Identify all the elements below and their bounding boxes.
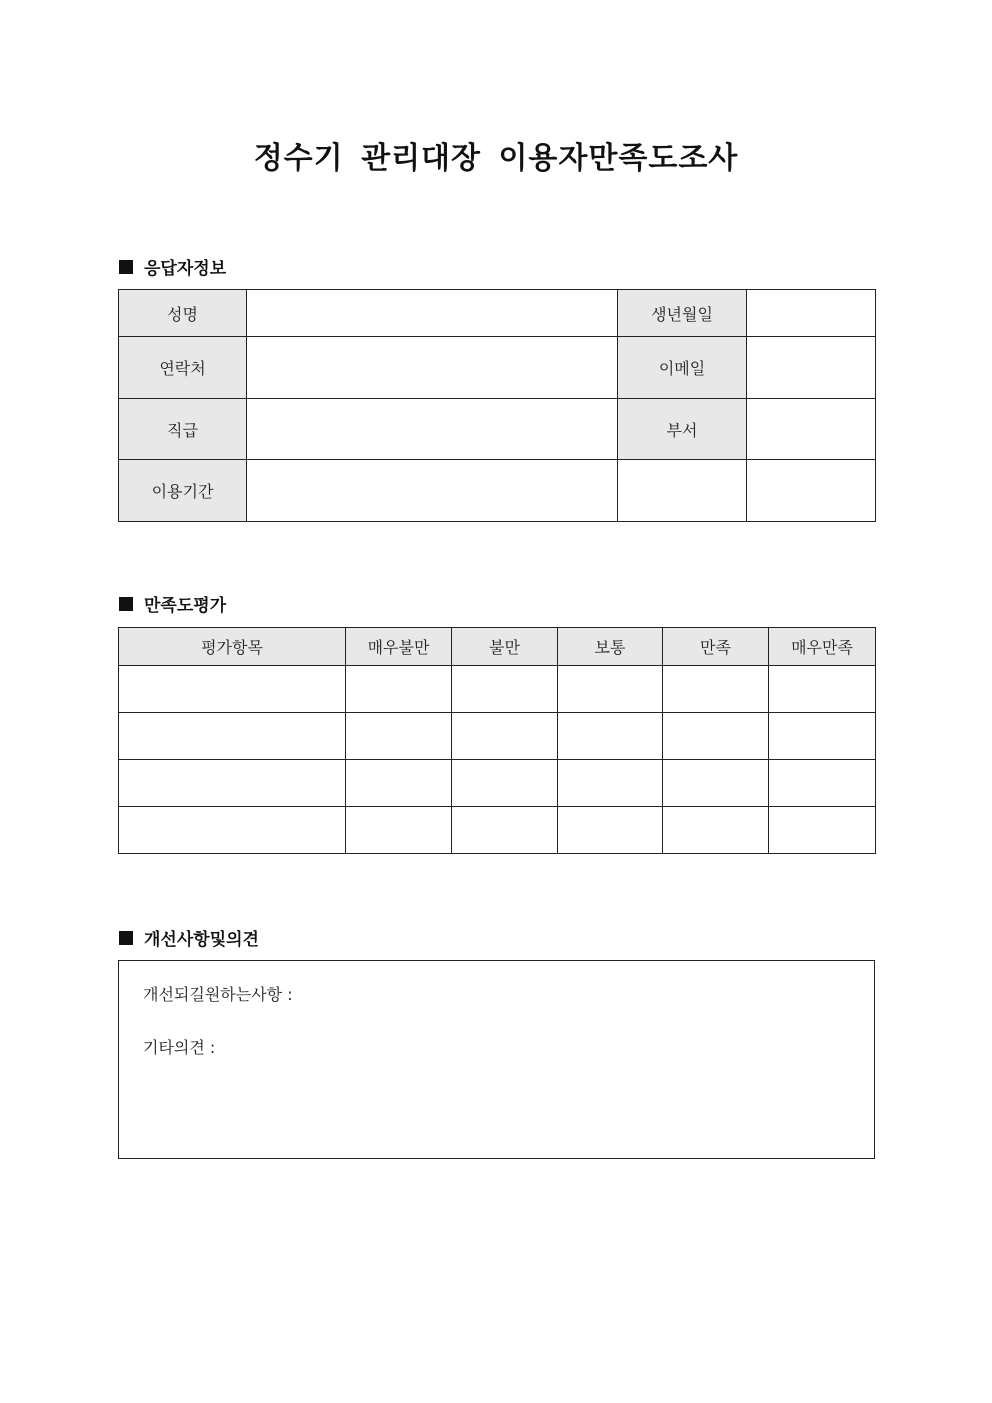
rating-cell[interactable] (346, 666, 452, 713)
evaluation-item-field[interactable] (119, 760, 346, 807)
evaluation-table (118, 627, 876, 854)
rating-cell[interactable] (558, 713, 663, 760)
section-heading-label: 개선사항및의견 (144, 930, 259, 950)
rating-cell[interactable] (558, 807, 663, 854)
department-label: 부서 (618, 399, 747, 460)
blank-cell[interactable] (747, 460, 876, 522)
name-label: 성명 (119, 290, 247, 337)
column-header-item: 평가항목 (119, 628, 346, 666)
rating-cell[interactable] (663, 713, 769, 760)
column-header-very-satisfied: 매우만족 (769, 628, 876, 666)
square-bullet-icon (119, 597, 133, 611)
square-bullet-icon (119, 260, 133, 274)
evaluation-item-field[interactable] (119, 713, 346, 760)
rating-cell[interactable] (452, 807, 558, 854)
rating-cell[interactable] (663, 807, 769, 854)
column-header-satisfied: 만족 (663, 628, 769, 666)
rating-cell[interactable] (452, 666, 558, 713)
contact-field[interactable] (247, 337, 618, 399)
column-header-dissatisfied: 불만 (452, 628, 558, 666)
evaluation-item-field[interactable] (119, 807, 346, 854)
other-opinion-label: 기타의견 : (143, 1038, 216, 1057)
column-header-very-dissatisfied: 매우불만 (346, 628, 452, 666)
rating-cell[interactable] (769, 666, 876, 713)
table-row (119, 460, 876, 522)
table-row (119, 760, 876, 807)
section-heading-opinion (119, 925, 259, 950)
rating-cell[interactable] (346, 713, 452, 760)
improvement-label: 개선되길원하는사항 : (143, 985, 293, 1004)
table-row (119, 337, 876, 399)
rating-cell[interactable] (769, 760, 876, 807)
square-bullet-icon (119, 931, 133, 945)
rating-cell[interactable] (346, 807, 452, 854)
table-row (119, 399, 876, 460)
usage-period-label: 이용기간 (119, 460, 247, 522)
section-heading-evaluation (119, 591, 226, 616)
birthdate-field[interactable] (747, 290, 876, 337)
rating-cell[interactable] (663, 760, 769, 807)
section-heading-respondent (119, 254, 226, 279)
rating-cell[interactable] (769, 807, 876, 854)
name-field[interactable] (247, 290, 618, 337)
table-row (119, 290, 876, 337)
table-row (119, 807, 876, 854)
section-heading-label: 만족도평가 (144, 596, 227, 616)
rating-cell[interactable] (769, 713, 876, 760)
rating-cell[interactable] (558, 666, 663, 713)
table-row (119, 666, 876, 713)
position-label: 직급 (119, 399, 247, 460)
email-label: 이메일 (618, 337, 747, 399)
department-field[interactable] (747, 399, 876, 460)
opinion-box[interactable] (118, 960, 875, 1159)
table-header-row (119, 628, 876, 666)
table-row (119, 713, 876, 760)
email-field[interactable] (747, 337, 876, 399)
rating-cell[interactable] (558, 760, 663, 807)
usage-period-field[interactable] (247, 460, 618, 522)
evaluation-item-field[interactable] (119, 666, 346, 713)
rating-cell[interactable] (452, 760, 558, 807)
page-title: 정수기 관리대장 이용자만족도조사 (253, 141, 739, 176)
respondent-info-table (118, 289, 876, 522)
rating-cell[interactable] (346, 760, 452, 807)
birthdate-label: 생년월일 (618, 290, 747, 337)
contact-label: 연락처 (119, 337, 247, 399)
position-field[interactable] (247, 399, 618, 460)
rating-cell[interactable] (452, 713, 558, 760)
column-header-neutral: 보통 (558, 628, 663, 666)
rating-cell[interactable] (663, 666, 769, 713)
section-heading-label: 응답자정보 (144, 259, 227, 279)
blank-cell[interactable] (618, 460, 747, 522)
